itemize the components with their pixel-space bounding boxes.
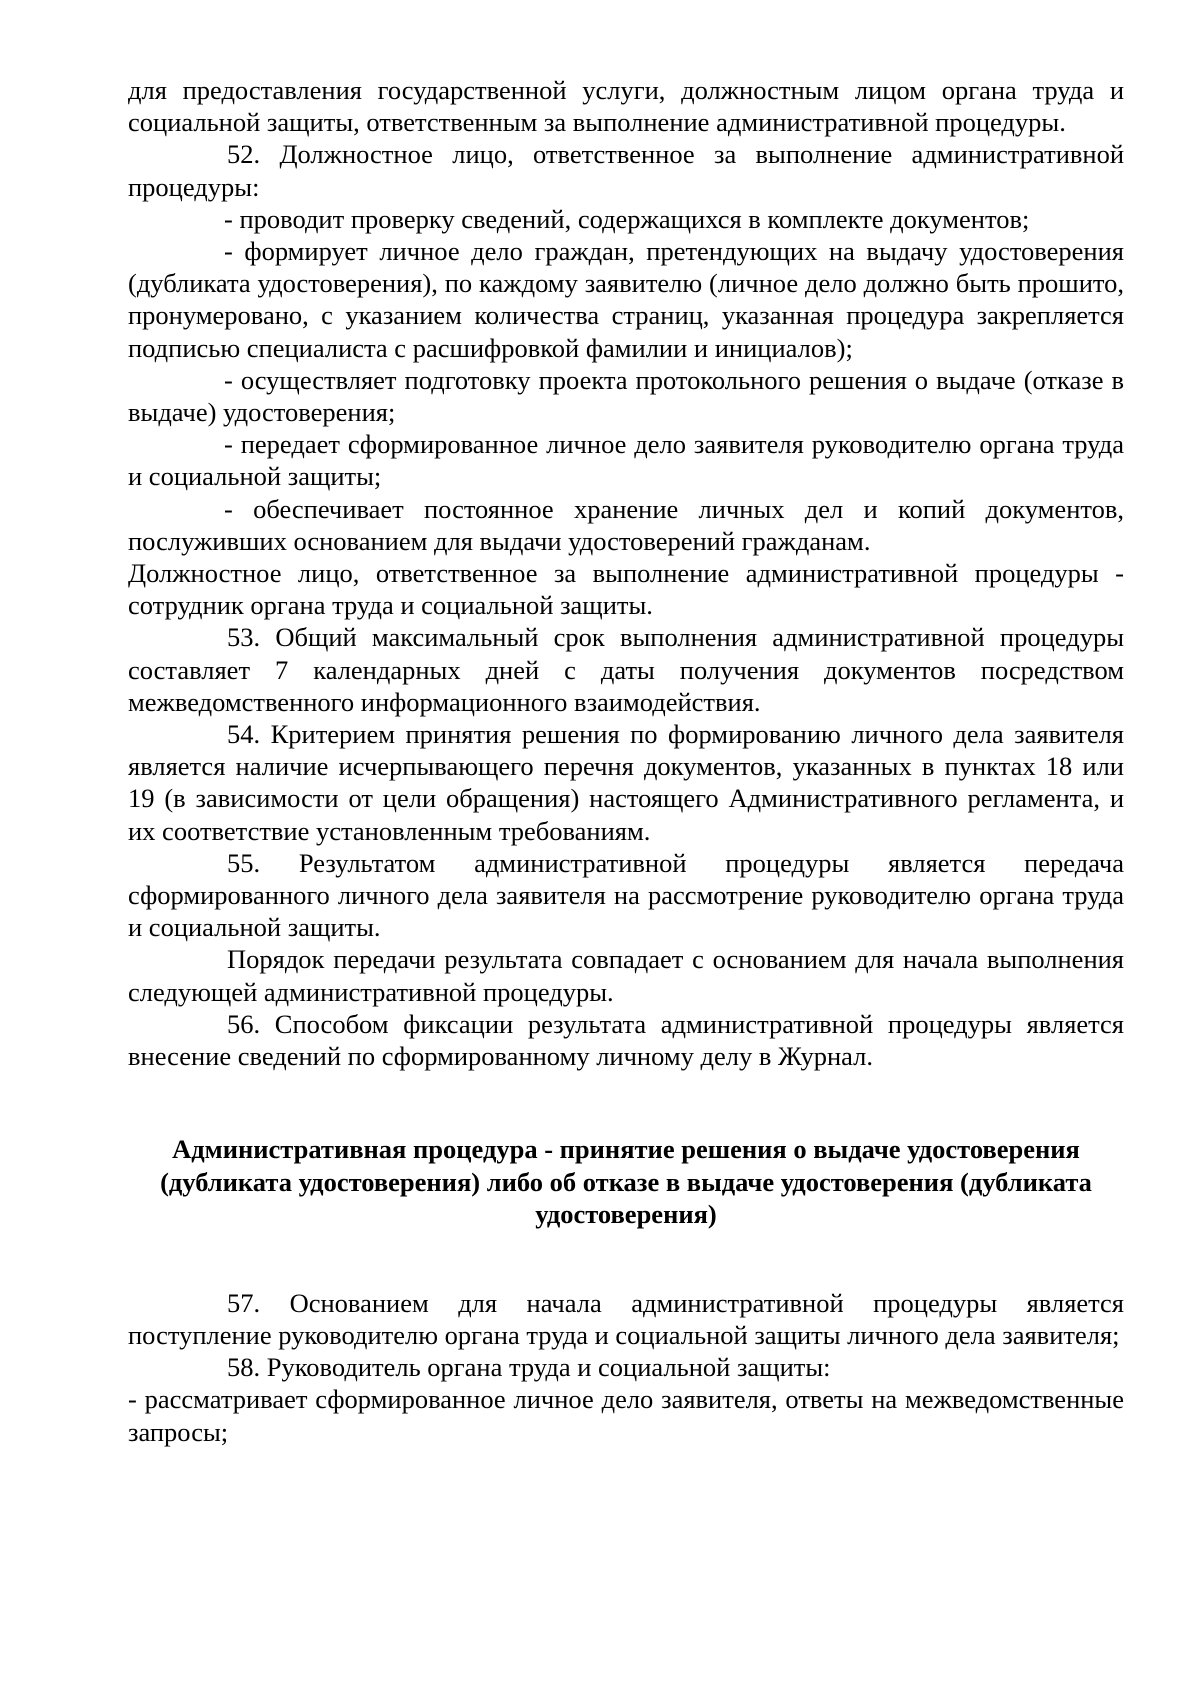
paragraph-56: 56. Способом фиксации результата административной процедуры является внесение сведений по сформированному личному делу в Журнал. <box>128 1008 1124 1072</box>
paragraph-53: 53. Общий максимальный срок выполнения административной процедуры составляет 7 календарных дней с даты получения документов посредством межведомственного информационного взаимодействия. <box>128 622 1124 717</box>
list-item-storage: - обеспечивает постоянное хранение личных дел и копий документов, послуживших основанием для выдачи удостоверений гражданам. <box>128 493 1124 556</box>
paragraph-responsible-officer: Должностное лицо, ответственное за выполнение административной процедуры - сотрудник органа труда и социальной защиты. <box>128 558 1124 621</box>
paragraph-58: 58. Руководитель органа труда и социальной защиты: <box>227 1352 831 1383</box>
list-item-review: - рассматривает сформированное личное дело заявителя, ответы на межведомственные запросы; <box>128 1384 1124 1447</box>
paragraph-57: 57. Основанием для начала административной процедуры является поступление руководителю органа труда и социальной защиты личного дела заявителя; <box>128 1287 1124 1350</box>
list-item-form-file: - формирует личное дело граждан, претендующих на выдачу удостоверения (дубликата удостоверения), по каждому заявителю (личное дело должно быть прошито, пронумеровано, с указанием количества страниц, указанная процедура закрепляется подписью специалиста с расшифровкой фамилии и инициалов); <box>128 236 1124 363</box>
paragraph-transfer-order: Порядок передачи результата совпадает с основанием для начала выполнения следующей административной процедуры. <box>128 944 1124 1007</box>
section-gap <box>128 1072 1124 1133</box>
paragraph-55: 55. Результатом административной процедуры является передача сформированного личного дела заявителя на рассмотрение руководителю органа труда и социальной защиты. <box>128 847 1124 943</box>
list-item-prepare-draft: - осуществляет подготовку проекта протокольного решения о выдаче (отказе в выдаче) удостоверения; <box>128 364 1124 428</box>
section-gap <box>128 1231 1124 1287</box>
paragraph-54: 54. Критерием принятия решения по формированию личного дела заявителя является наличие исчерпывающего перечня документов, указанных в пунктах 18 или 19 (в зависимости от цели обращения) настоящего Административного регламента, и их соответствие установленным требованиям. <box>128 719 1124 846</box>
section-heading: Административная процедура - принятие решения о выдаче удостоверения (дубликата удостоверения) либо об отказе в выдаче удостоверения (дубликата удостоверения) <box>160 1134 1092 1230</box>
paragraph-52: 52. Должностное лицо, ответственное за выполнение административной процедуры: <box>128 139 1124 202</box>
list-item-transfer: - передает сформированное личное дело заявителя руководителю органа труда и социальной защиты; <box>128 429 1124 492</box>
document-page <box>128 74 1124 1448</box>
list-item-check: - проводит проверку сведений, содержащихся в комплекте документов; <box>224 203 1030 234</box>
paragraph-continuation: для предоставления государственной услуги, должностным лицом органа труда и социальной защиты, ответственным за выполнение административной процедуры. <box>128 75 1124 138</box>
